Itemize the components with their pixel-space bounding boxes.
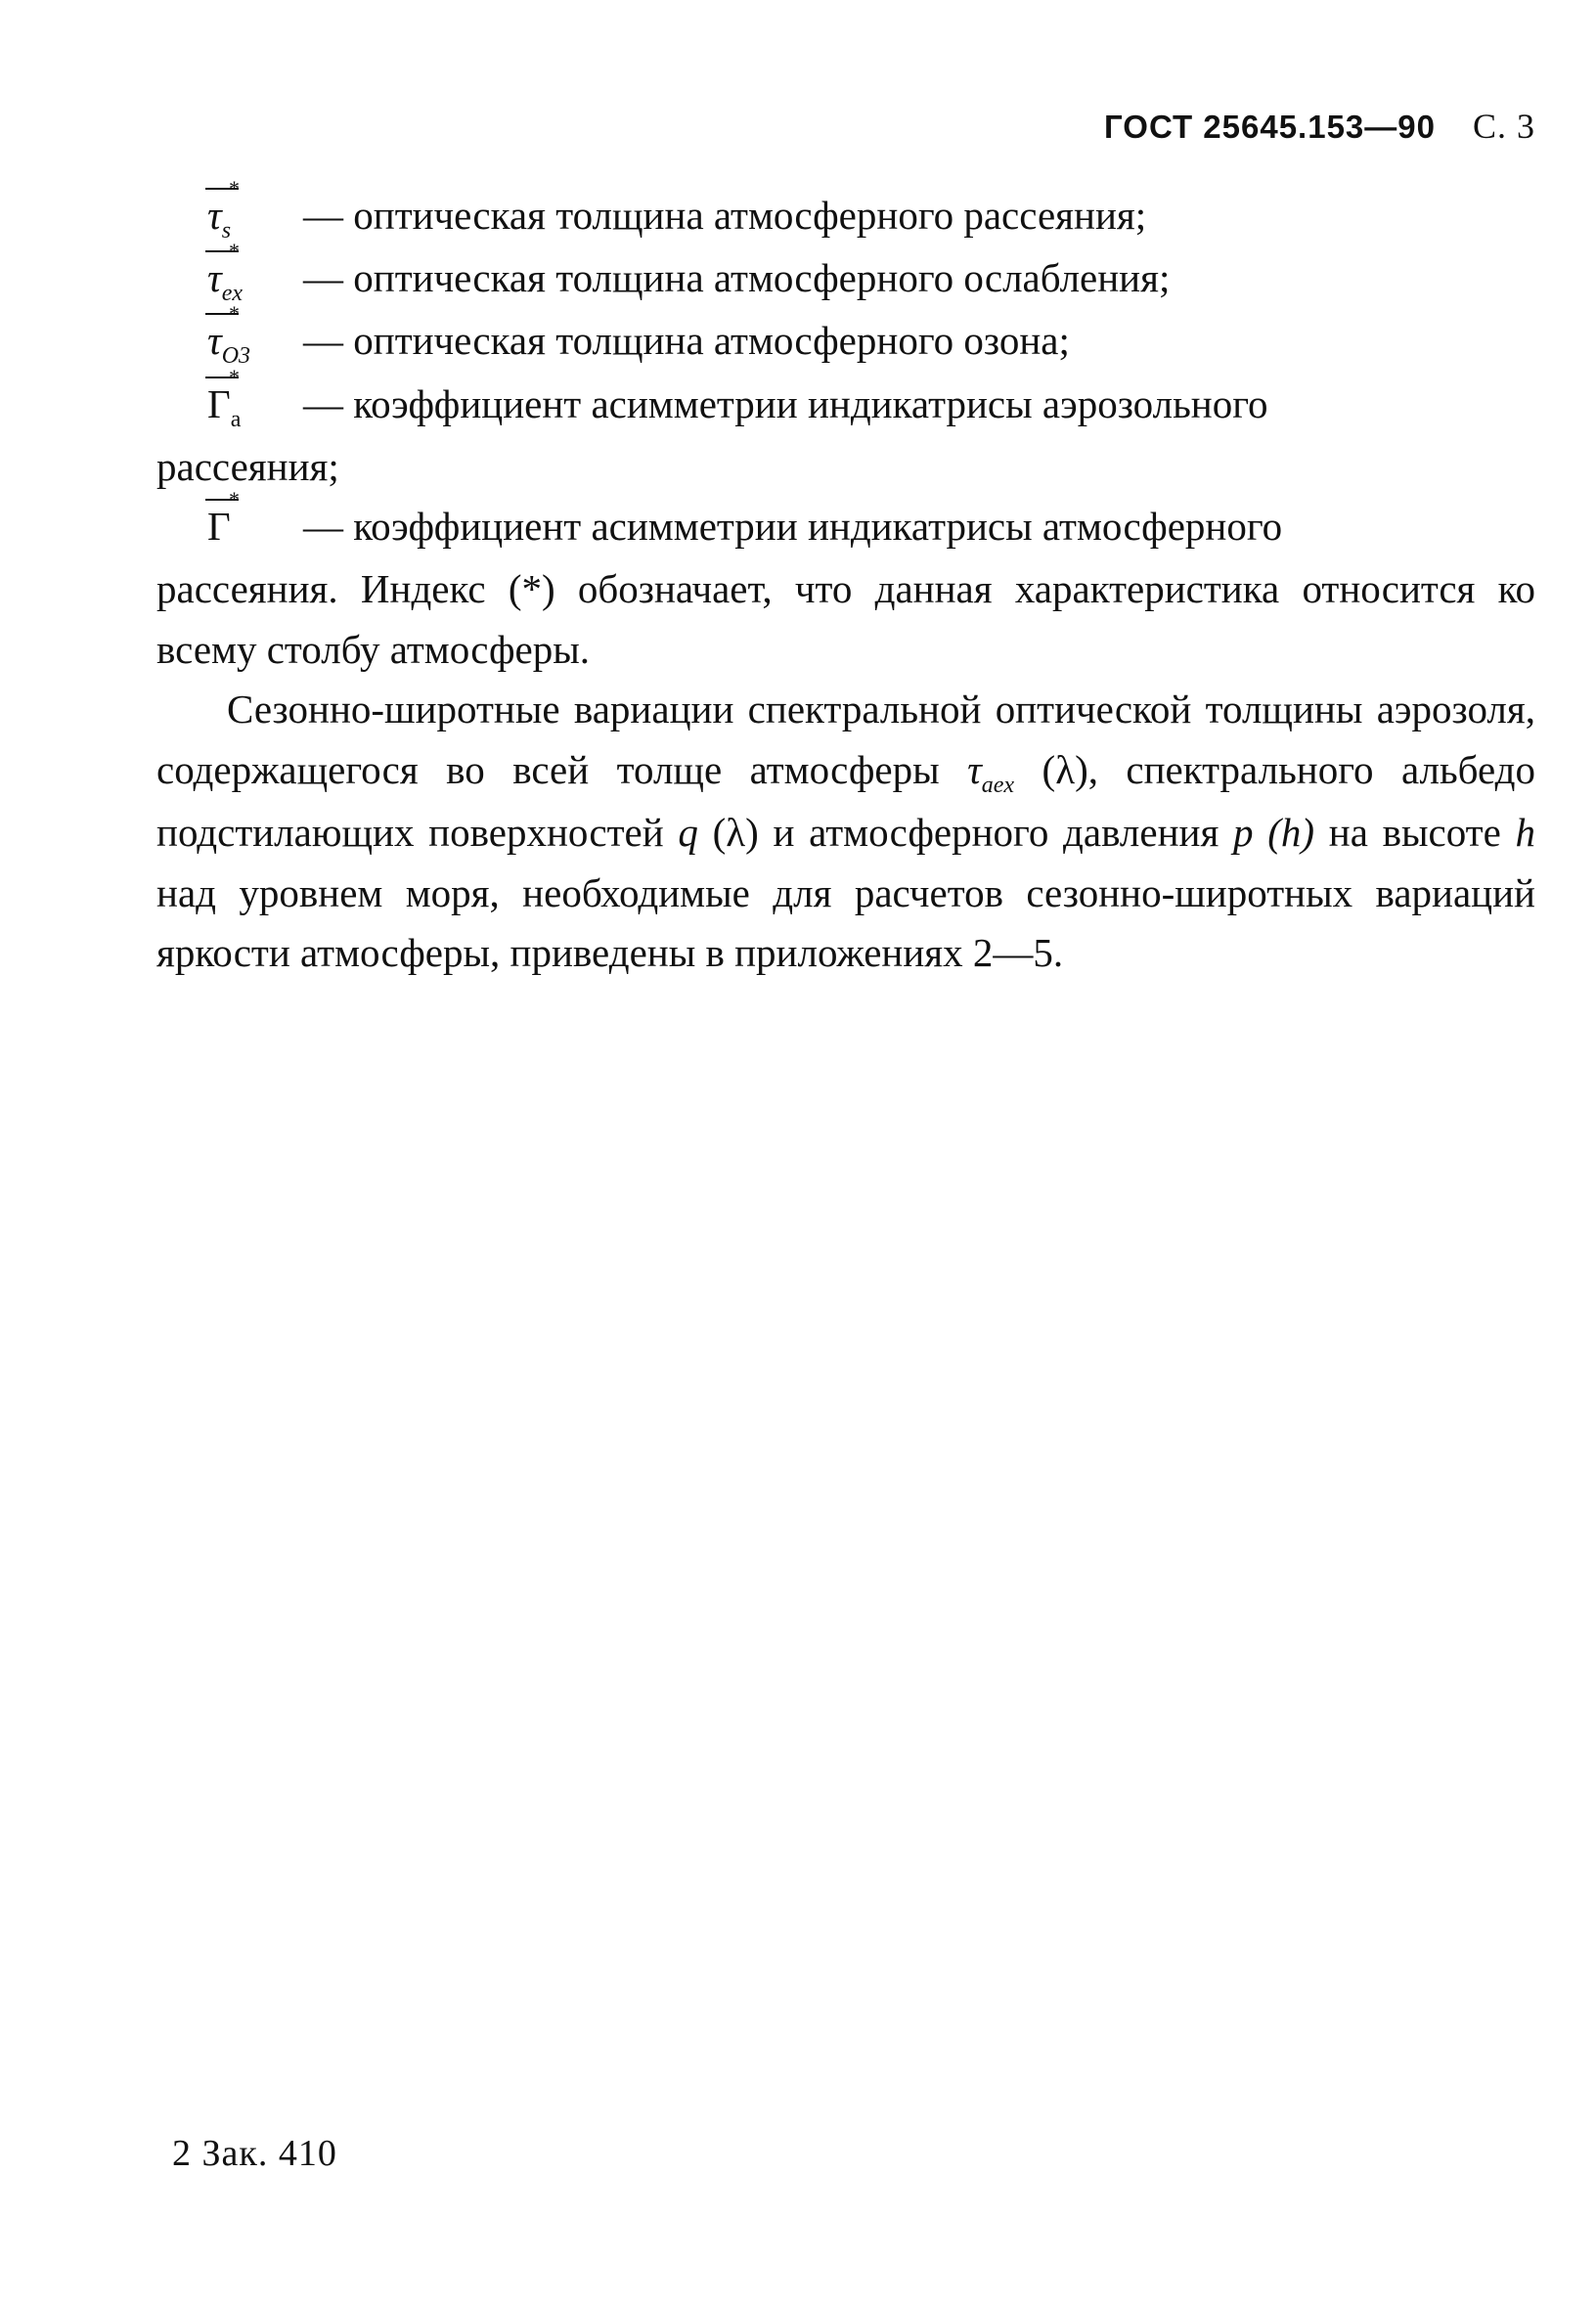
- page-number: С. 3: [1472, 107, 1535, 146]
- definition-gamma-a: [156, 364, 1535, 437]
- definition-text: — оптическая толщина атмосферного ослабления;: [303, 255, 1171, 301]
- symbol-gamma: * Г: [207, 487, 240, 550]
- definition-gamma: [156, 487, 1535, 559]
- q-symbol: q: [678, 810, 698, 856]
- definition-tau-o3: [156, 301, 1535, 374]
- variations-paragraph: Сезонно-широтные вариации спектральной оптической толщины аэрозоля, содержащегося во всей толще атмосферы $\tau_{aex}$ (λ), спектрального альбедо подстилающих поверхностей q (λ) и атмосферного давления p (h) на высоте h над уровнем моря, необходимые для расчетов сезонно-широтных вариаций яркости атмосферы, приведены в приложениях 2—5.: [156, 687, 1536, 976]
- h-symbol: h: [1515, 810, 1536, 856]
- symbol-tau-o3: * $\tau_{O3}$: [207, 301, 251, 370]
- definition-text: — коэффициент асимметрии индикатрисы атмосферного: [303, 504, 1283, 550]
- definition-continuation: рассеяния;: [156, 443, 339, 489]
- symbol-tau-ex: * $\tau_{ex}$: [207, 239, 243, 307]
- p-symbol: p (h): [1233, 810, 1315, 856]
- tau-aex-symbol: $\tau_{aex}$: [967, 746, 1015, 799]
- definition-tau-s: [156, 176, 1535, 248]
- symbol-gamma-a: * $Г_a$: [207, 364, 242, 432]
- definition-continuation: рассеяния. Индекс (*) обозначает, что данная характеристика относится ко всему столбу атмосферы.: [156, 566, 1535, 672]
- document-body: [156, 176, 1536, 984]
- definition-tau-ex: [156, 239, 1535, 311]
- symbol-tau-s: * $\tau_s$: [207, 176, 240, 244]
- standard-number: ГОСТ 25645.153—90: [1104, 109, 1436, 145]
- order-number: 2 Зак. 410: [172, 2133, 337, 2174]
- page-header: [1104, 106, 1535, 147]
- definition-text: — коэффициент асимметрии индикатрисы аэрозольного: [303, 380, 1268, 426]
- definition-text: — оптическая толщина атмосферного озона;: [303, 318, 1070, 364]
- definition-text: — оптическая толщина атмосферного рассеяния;: [303, 193, 1147, 238]
